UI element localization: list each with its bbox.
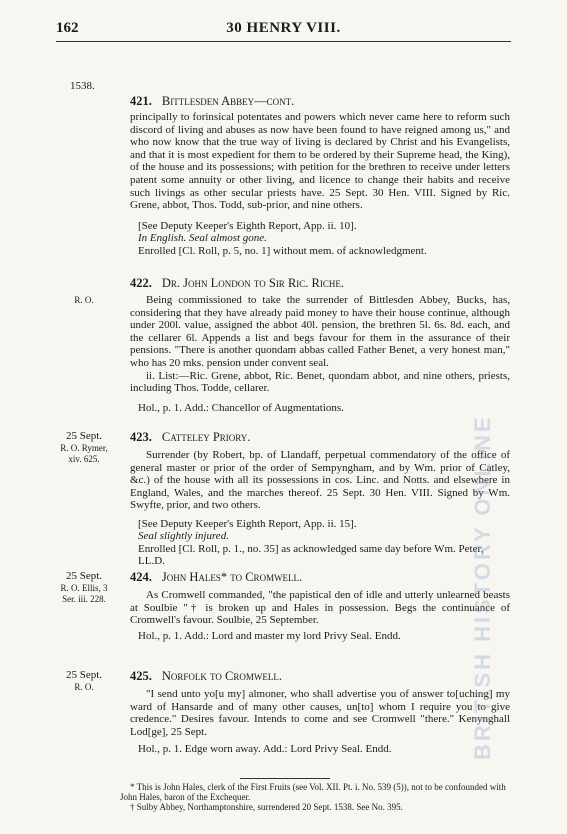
entry-number: 425.: [130, 669, 152, 683]
entry-paragraph: principally to forinsical potentates and powers which never came here to reform such discord of living and abuses as now have been found to have reigned among us," and who now know that the true way of living is declared by Christ and his Evangelists, and that it is most expedient for them to be ordered by their Supreme head, the King), of the house and its possessions; with petition for the brethren to receive under letters patent some annuity or other living, and licence to change their habits and receive such livings as other secular priests have. 25 Sept. 30 Hen. VIII. Signed by Ric. Grene, abbot, Thos. Todd, sub-prior, and nine others.: [130, 111, 510, 212]
entry-date: 25 Sept.: [65, 570, 103, 582]
footnotes: [120, 782, 510, 813]
entry-number: 421.: [130, 94, 152, 108]
entry-body: [130, 111, 510, 212]
entry-notes: [138, 743, 510, 755]
entry-title: Dr. John London to Sir Ric. Riche.: [161, 276, 344, 290]
page-number: 162: [56, 20, 79, 36]
entry-paragraph: "I send unto yo[u my] almoner, who shall advertise you of answer to[uching] my ward of Hansarde and of many other causes, un[to] whom I require you to give credence." Desires favour. Intends to come and see Cromwell "there." Kenynghall Lod[ge], 25 Sept.: [130, 688, 510, 738]
source-reference: R. O. Ellis, 3 Ser. iii. 228.: [60, 583, 108, 604]
footnote: † Sulby Abbey, Northamptonshire, surrendered 20 Sept. 1538. See No. 395.: [130, 802, 403, 813]
source-margin: [56, 669, 112, 693]
source-margin: R. O.: [74, 295, 94, 305]
entry-paragraph: ii. List:—Ric. Grene, abbot, Ric. Benet, quondam abbot, and nine others, priests, including Thos. Todde, cellarer.: [130, 369, 510, 395]
entry-title: John Hales* to Cromwell.: [161, 570, 303, 584]
year-label: 1538.: [70, 80, 95, 92]
entry-heading: [130, 570, 302, 585]
running-title: 30 HENRY VIII.: [226, 20, 341, 36]
header-rule: [56, 41, 511, 42]
entry-body: [130, 294, 510, 395]
entry-title: Norfolk to Cromwell.: [161, 669, 282, 683]
entry-date: 25 Sept.: [65, 430, 103, 442]
entry-note: [See Deputy Keeper's Eighth Report, App. ii. 15].: [138, 518, 357, 530]
entry-note: In English. Seal almost gone.: [138, 232, 267, 245]
entry-note: Hol., p. 1. Add.: Chancellor of Augmentations.: [138, 402, 344, 414]
entry-paragraph: Being commissioned to take the surrender of Bittlesden Abbey, Bucks, has, considering that they have already paid money to have their house continue, although under 200l. value, assigned the abbot 40l. pension, the brethren 5l. 6s. 8d. each, and the cellarer 6l. Appends a list and begs favour for them in the assurance of their pensions. "There is another quondam abbas called Father Benet, a very honest man," who has 20 mks. pension under convent seal.: [130, 294, 510, 369]
entry-number: 422.: [130, 276, 152, 290]
entry-number: 424.: [130, 570, 152, 584]
entry-note: Enrolled [Cl. Roll, p. 1., no. 35] as acknowledged same day before Wm. Peter, LL.D.: [138, 542, 484, 568]
entry-number: 423.: [130, 430, 152, 444]
source-reference: R. O.: [74, 682, 94, 692]
entry-note: Enrolled [Cl. Roll, p. 5, no. 1] without mem. of acknowledgment.: [138, 244, 427, 257]
entry-date: 25 Sept.: [65, 669, 103, 681]
entry-note: [See Deputy Keeper's Eighth Report, App. ii. 10].: [138, 220, 357, 232]
entry-notes: [138, 518, 510, 568]
footnote-rule: [240, 778, 330, 779]
entry-notes: [138, 402, 510, 414]
entry-title: Bittlesden Abbey—cont.: [161, 94, 295, 108]
entry-note: Hol., p. 1. Add.: Lord and master my lord Privy Seal. Endd.: [138, 630, 401, 642]
source-margin: [56, 570, 112, 604]
entry-heading: [130, 94, 294, 109]
entry-note: Seal slightly injured.: [138, 530, 229, 543]
entry-body: [130, 589, 510, 627]
entry-body: [130, 449, 510, 512]
entry-body: [130, 688, 510, 738]
entry-heading: [130, 276, 344, 291]
entry-heading: [130, 430, 250, 445]
entry-note: Hol., p. 1. Edge worn away. Add.: Lord Privy Seal. Endd.: [138, 743, 392, 755]
entry-paragraph: Surrender (by Robert, bp. of Llandaff, perpetual commendatory of the office of general master or prior of the order of Sempyngham, and by Wm. prior of Catley, &c.) of the house with all its possessions in cos. Linc. and Notts. and elsewhere in England, Wales, and the marches thereof. 25 Sept. 30 Hen. VIII. Signed by Wm. Swyfte, prior, and two others.: [130, 449, 510, 512]
entry-notes: [138, 630, 510, 642]
entry-title: Catteley Priory.: [161, 430, 251, 444]
watermark: BRITISH HISTORY ONLINE: [470, 414, 495, 760]
source-margin: [56, 430, 112, 464]
entry-heading: [130, 669, 282, 684]
entry-paragraph: As Cromwell commanded, "the papistical den of idle and utterly unlearned beasts at Soulbie "† is broken up and Hales in possession. Begs the continuance of Cromwell's favour. Soulbie, 25 September.: [130, 589, 510, 627]
source-reference: R. O. Rymer, xiv. 625.: [60, 443, 108, 464]
entry-notes: [138, 220, 510, 257]
footnote: * This is John Hales, clerk of the First Fruits (see Vol. XII. Pt. i. No. 539 (5)), not to be confounded with John Hales, baron of the Exchequer.: [120, 782, 506, 803]
